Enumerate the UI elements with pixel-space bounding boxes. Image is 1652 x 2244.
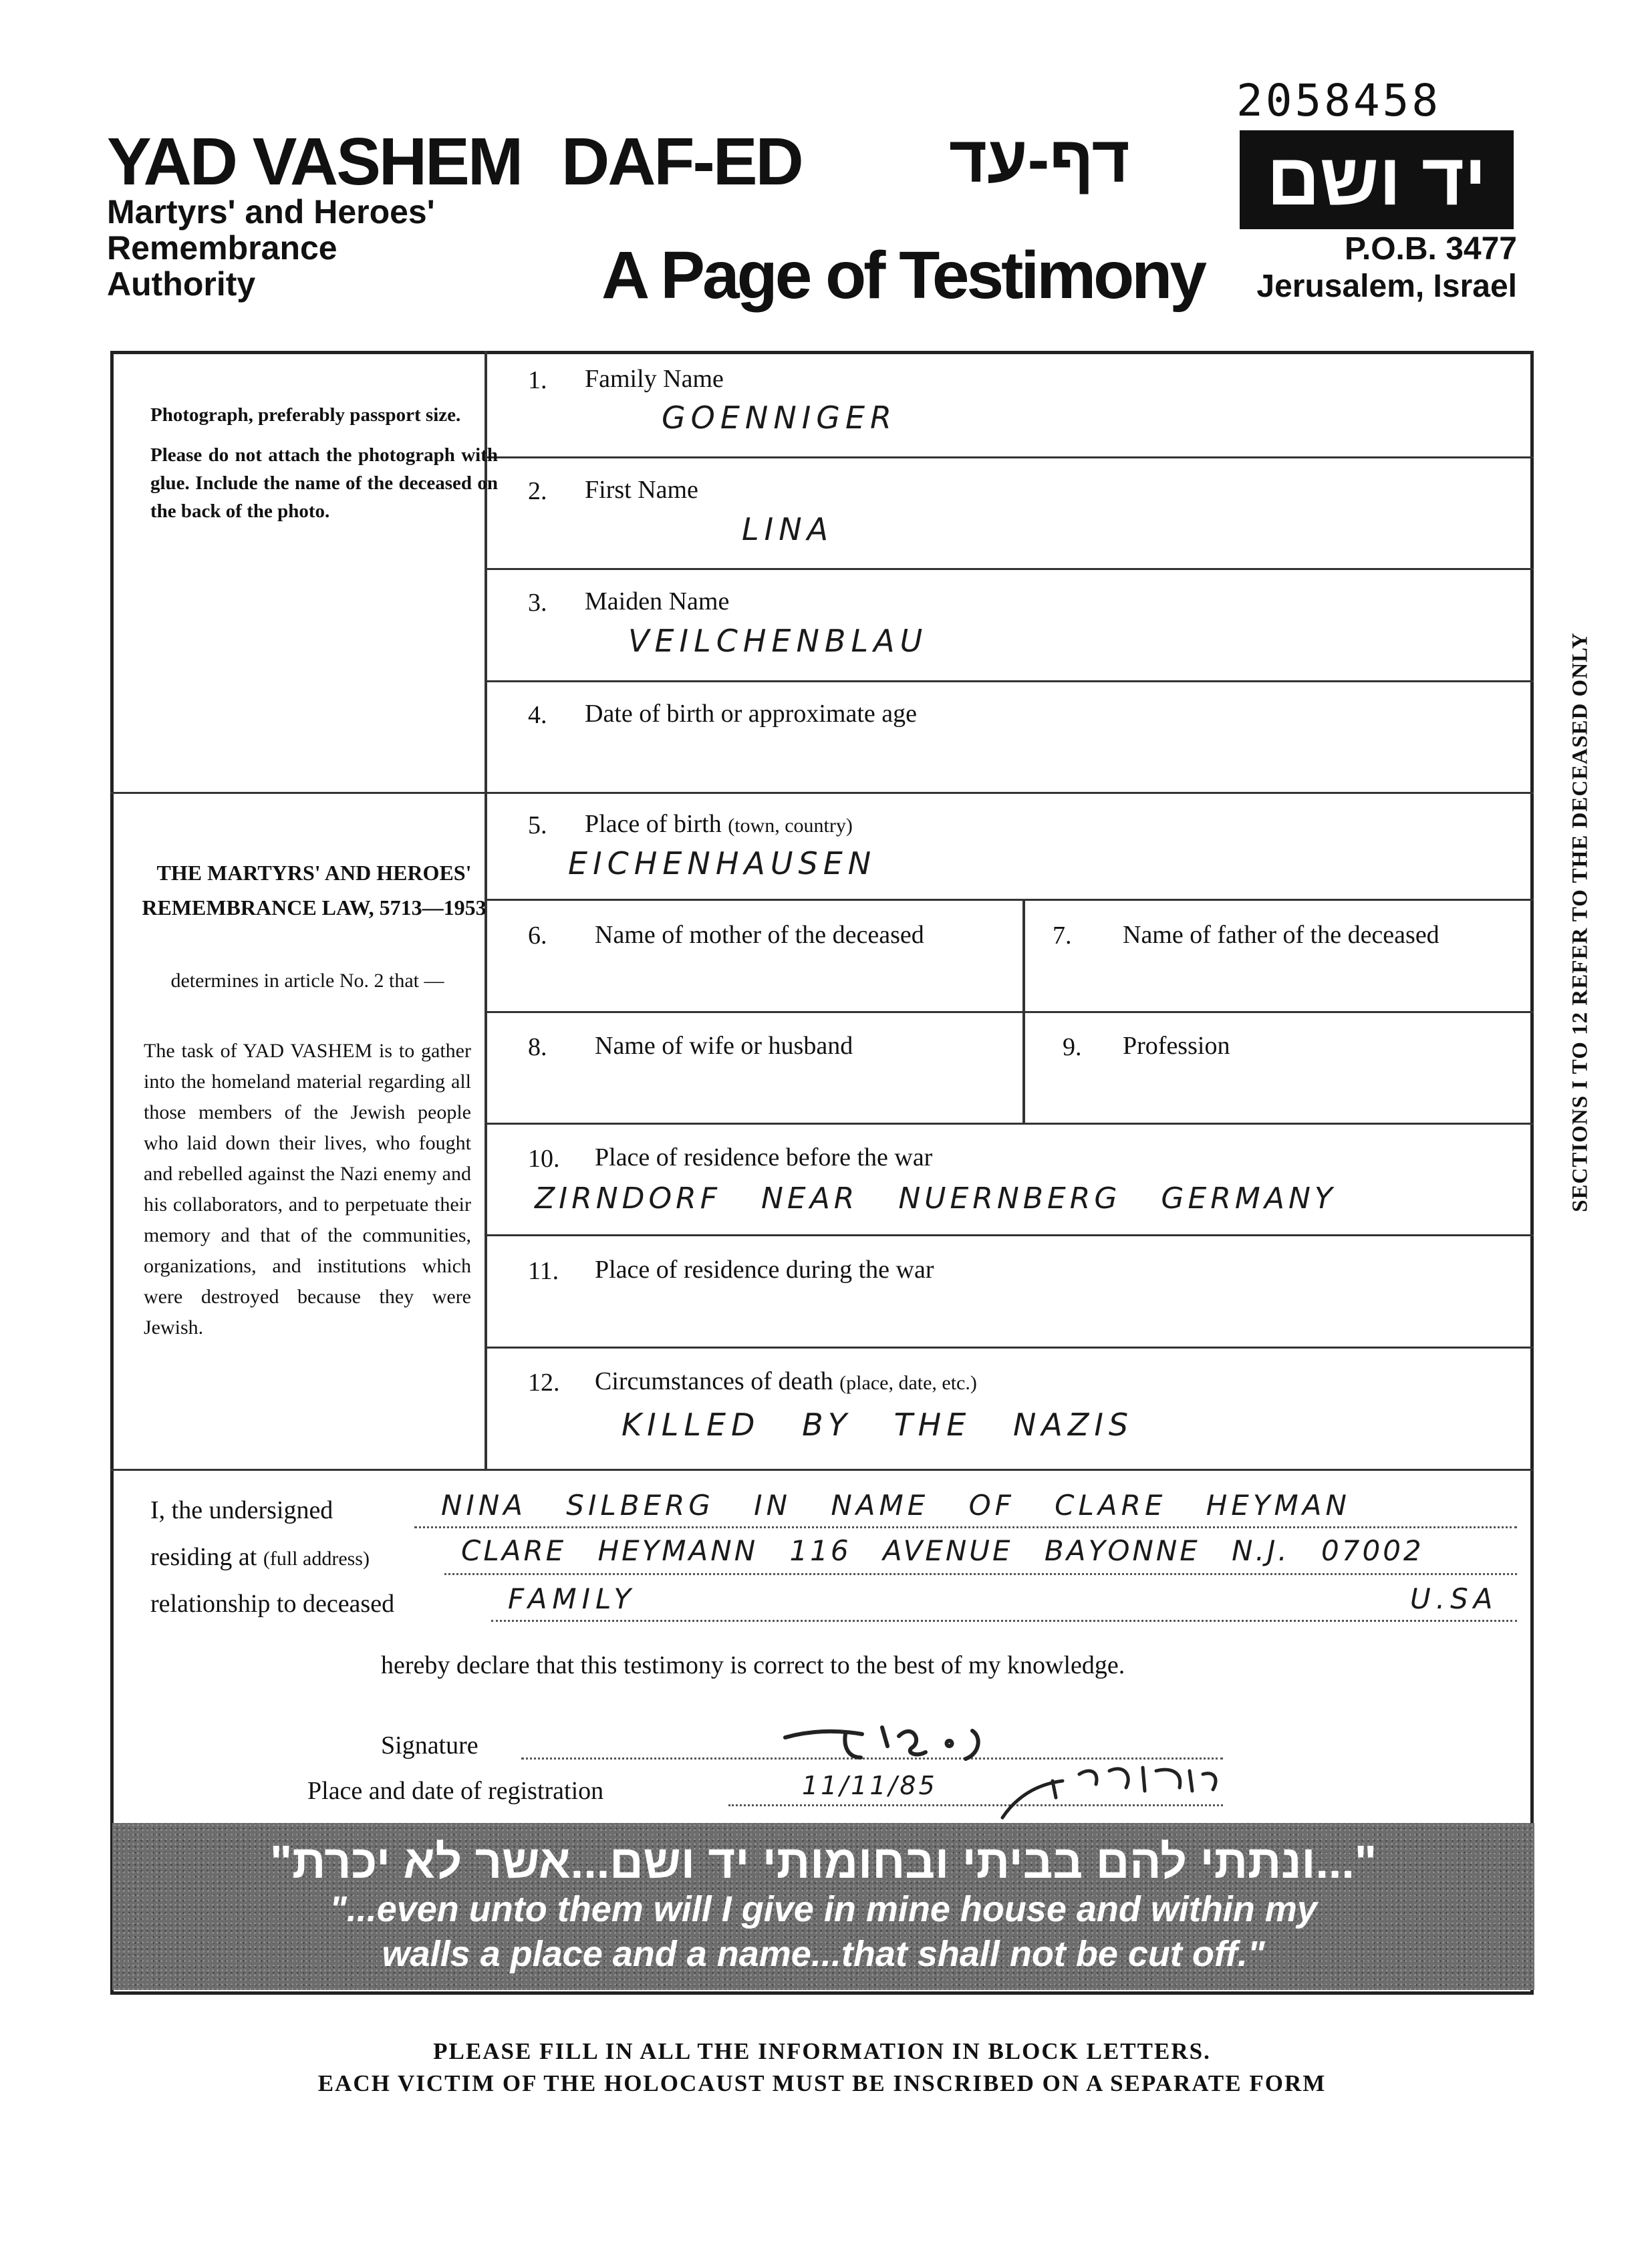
field-label-text: Place of birth xyxy=(585,810,722,838)
photo-title: Photograph, preferably passport size. xyxy=(150,404,461,426)
declaration-divider xyxy=(110,1469,1534,1471)
field-number: 5. xyxy=(528,811,547,839)
field-label-residence-before-war: Place of residence before the war xyxy=(595,1143,933,1171)
row-divider xyxy=(487,899,1534,901)
signature-label: Signature xyxy=(381,1731,478,1760)
row-divider xyxy=(487,792,1534,794)
field-label-note: (place, date, etc.) xyxy=(839,1372,977,1394)
residing-value[interactable]: CLARE HEYMANN 116 AVENUE BAYONNE N.J. 07002 xyxy=(461,1534,1424,1567)
banner-hebrew: "...ונתתי להם בביתי ובחומותי יד ושם...אשר לא יכרת" xyxy=(269,1836,1377,1888)
residing-label-note: (full address) xyxy=(263,1548,370,1570)
city: Jerusalem, Israel xyxy=(1256,269,1517,304)
field-number: 6. xyxy=(528,922,547,950)
field-label-text: Circumstances of death xyxy=(595,1367,833,1395)
residing-label-text: residing at xyxy=(150,1543,257,1571)
photo-instructions: Please do not attach the photograph with glue. Include the name of the deceased on the back of the photo. xyxy=(150,444,498,522)
form-name-hebrew: דף-עד xyxy=(949,122,1130,196)
law-title: THE MARTYRS' AND HEROES' REMEMBRANCE LAW, 5713—1953 xyxy=(142,861,487,920)
pob: P.O.B. 3477 xyxy=(1345,231,1517,267)
sections-note-text: SECTIONS I TO 12 REFER TO THE DECEASED ONLY xyxy=(1568,632,1593,1212)
relationship-label: relationship to deceased xyxy=(150,1590,395,1618)
banner-english-line1: "...even unto them will I give in mine house and within my xyxy=(329,1889,1317,1929)
field-value-place-of-birth[interactable]: EICHENHAUSEN xyxy=(568,845,877,881)
quote-banner xyxy=(112,1823,1534,1990)
field-label-circumstances-of-death xyxy=(595,1367,977,1396)
field-label-mother: Name of mother of the deceased xyxy=(595,921,924,949)
org-subtitle: Martyrs' and Heroes' Remembrance Authority xyxy=(107,193,435,303)
field-number: 4. xyxy=(528,701,547,729)
law-intro: determines in article No. 2 that — xyxy=(170,970,444,992)
field-value-first-name[interactable]: LINA xyxy=(742,511,834,547)
relationship-line xyxy=(491,1620,1517,1622)
undersigned-value[interactable]: NINA SILBERG IN NAME OF CLARE HEYMAN xyxy=(441,1489,1351,1522)
field-value-family-name[interactable]: GOENNIGER xyxy=(662,400,897,436)
residing-line xyxy=(444,1573,1517,1575)
org-name: YAD VASHEM xyxy=(107,124,522,199)
field-label-residence-during-war: Place of residence during the war xyxy=(595,1256,934,1284)
field-label-spouse: Name of wife or husband xyxy=(595,1032,853,1060)
registration-handwriting xyxy=(989,1751,1230,1824)
field-value-circumstances-of-death[interactable]: KILLED BY THE NAZIS xyxy=(622,1407,1134,1443)
form-title: A Page of Testimony xyxy=(601,238,1204,313)
field-label-place-of-birth xyxy=(585,809,853,839)
signature-mark xyxy=(782,1711,1009,1764)
address-block xyxy=(1243,231,1517,305)
field-number: 8. xyxy=(528,1033,547,1061)
photo-box xyxy=(150,401,498,525)
form-name: DAF-ED xyxy=(561,124,802,199)
undersigned-label: I, the undersigned xyxy=(150,1496,333,1524)
field-label-father: Name of father of the deceased xyxy=(1123,921,1439,949)
field-number: 1. xyxy=(528,366,547,394)
field-label-profession: Profession xyxy=(1123,1032,1230,1060)
law-text: The task of YAD VASHEM is to gather into the homeland material regarding all those members of the Jewish people who laid down their lives, who fought and rebelled against the Nazi enemy and his collaborators, and to perpetuate their memory and that of the communities, organizations, and institutions which were destroyed because they were Jewish. xyxy=(144,1040,471,1339)
row-divider xyxy=(487,1011,1534,1013)
field-label-note: (town, country) xyxy=(728,815,853,837)
serial-number: 2058458 xyxy=(1236,75,1441,126)
footer-instruction-1: PLEASE FILL IN ALL THE INFORMATION IN BLOCK LETTERS. xyxy=(433,2038,1211,2064)
footer-instruction-2: EACH VICTIM OF THE HOLOCAUST MUST BE INSCRIBED ON A SEPARATE FORM xyxy=(317,2070,1327,2096)
place-date-value[interactable]: 11/11/85 xyxy=(802,1771,938,1800)
row-divider xyxy=(487,456,1534,458)
field-number: 7. xyxy=(1053,922,1072,950)
row-divider xyxy=(487,1123,1534,1125)
field-number: 3. xyxy=(528,589,547,617)
field-label-maiden-name: Maiden Name xyxy=(585,587,730,615)
sections-note xyxy=(1554,548,1607,1296)
residing-value-country[interactable]: U.SA xyxy=(1410,1582,1498,1615)
row-divider xyxy=(487,1347,1534,1349)
declaration-statement: hereby declare that this testimony is correct to the best of my knowledge. xyxy=(381,1651,1125,1679)
yad-vashem-logo xyxy=(1240,130,1514,229)
field-label-date-of-birth: Date of birth or approximate age xyxy=(585,700,917,728)
field-value-maiden-name[interactable]: VEILCHENBLAU xyxy=(628,623,928,659)
field-label-family-name: Family Name xyxy=(585,365,724,393)
field-number: 10. xyxy=(528,1145,560,1173)
row-divider xyxy=(487,1234,1534,1236)
place-date-label: Place and date of registration xyxy=(307,1777,604,1805)
field-number: 12. xyxy=(528,1369,560,1397)
undersigned-line xyxy=(414,1526,1517,1528)
row-divider xyxy=(487,568,1534,570)
field-number: 9. xyxy=(1063,1033,1082,1061)
relationship-value[interactable]: FAMILY xyxy=(508,1582,637,1615)
field-number: 11. xyxy=(528,1257,559,1285)
field-value-residence-before-war[interactable]: ZIRNDORF NEAR NUERNBERG GERMANY xyxy=(535,1181,1337,1216)
banner-english-line2: walls a place and a name...that shall not be cut off." xyxy=(382,1934,1265,1974)
residing-label xyxy=(150,1542,370,1572)
logo-text: יד ושם xyxy=(1266,138,1487,221)
sidebar-divider xyxy=(110,792,488,794)
row-divider xyxy=(487,680,1534,682)
field-label-first-name: First Name xyxy=(585,476,698,504)
field-number: 2. xyxy=(528,477,547,505)
